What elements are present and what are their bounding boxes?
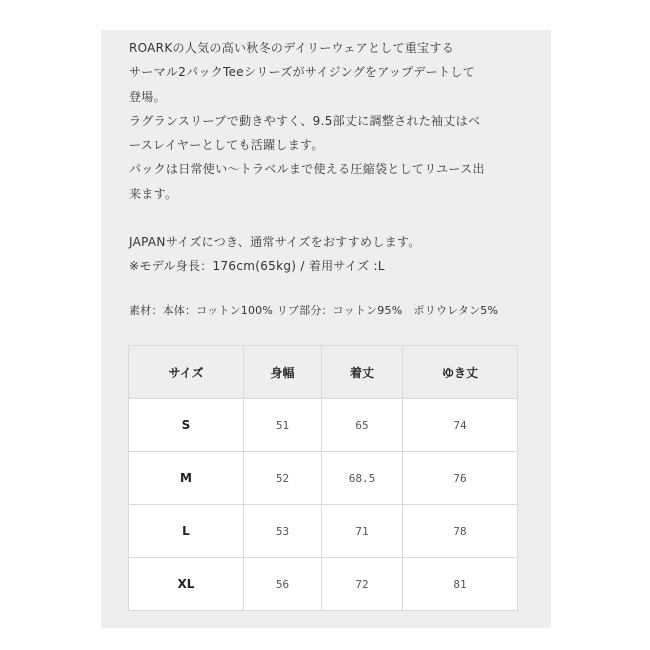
- table-header-row: [129, 346, 518, 399]
- header-length: 着丈: [322, 346, 403, 399]
- length-value: 65: [322, 399, 403, 452]
- header-sleeve: ゆき丈: [403, 346, 518, 399]
- product-description-panel: [101, 30, 551, 628]
- header-width: 身幅: [244, 346, 322, 399]
- description-text: [129, 36, 539, 279]
- length-value: 71: [322, 505, 403, 558]
- sleeve-value: 81: [403, 558, 518, 611]
- size-label: S: [129, 399, 244, 452]
- table-row: [129, 505, 518, 558]
- width-value: 51: [244, 399, 322, 452]
- size-chart-table: [128, 345, 518, 611]
- size-note-line: JAPANサイズにつき、通常サイズをおすすめします。: [129, 235, 421, 250]
- width-value: 52: [244, 452, 322, 505]
- table-row: [129, 399, 518, 452]
- width-value: 53: [244, 505, 322, 558]
- model-note-line: ※モデル身長：176cm(65kg) / 着用サイズ :L: [129, 259, 385, 274]
- description-line: ースレイヤーとしても活躍します。: [129, 138, 324, 153]
- header-size: サイズ: [129, 346, 244, 399]
- description-line: ROARKの人気の高い秋冬のデイリーウェアとして重宝する: [129, 41, 455, 55]
- table-row: [129, 452, 518, 505]
- sleeve-value: 74: [403, 399, 518, 452]
- paragraph-gap: [129, 206, 539, 230]
- material-text: 素材：本体：コットン100% リブ部分：コットン95% ポリウレタン5%: [129, 304, 499, 317]
- size-label: L: [129, 505, 244, 558]
- description-line: サーマル2パックTeeシリーズがサイジングをアップデートして: [129, 65, 475, 80]
- description-line: パックは日常使い～トラベルまで使える圧縮袋としてリユース出: [129, 162, 485, 177]
- size-label: M: [129, 452, 244, 505]
- width-value: 56: [244, 558, 322, 611]
- description-line: 登場。: [129, 89, 166, 104]
- size-label: XL: [129, 558, 244, 611]
- description-line: 来ます。: [129, 186, 178, 201]
- table-row: [129, 558, 518, 611]
- description-line: ラグランスリーブで動きやすく、9.5部丈に調整された袖丈はベ: [129, 113, 481, 128]
- length-value: 68.5: [322, 452, 403, 505]
- length-value: 72: [322, 558, 403, 611]
- sleeve-value: 76: [403, 452, 518, 505]
- sleeve-value: 78: [403, 505, 518, 558]
